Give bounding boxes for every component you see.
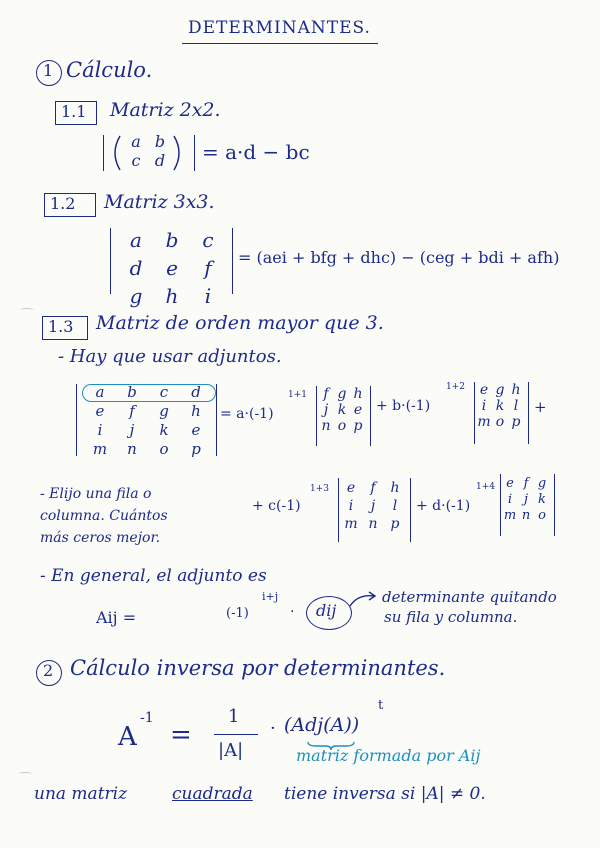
term3-prefix: + c(-1) bbox=[252, 498, 301, 514]
section-2-number: 2 bbox=[43, 661, 54, 680]
section-1-1-number: 1.1 bbox=[61, 102, 87, 121]
section-1-1-title: Matriz 2x2. bbox=[110, 99, 221, 121]
adjugate-exponent: t bbox=[378, 698, 384, 713]
minor2-cell: h bbox=[511, 382, 521, 398]
term1-exponent: 1+1 bbox=[288, 390, 307, 400]
minor2-cell: i bbox=[481, 398, 487, 414]
footer-part-2: tiene inversa si |A| ≠ 0. bbox=[284, 784, 486, 804]
page-margin-mark bbox=[18, 772, 32, 776]
term3-exponent: 1+3 bbox=[310, 484, 329, 494]
minor1-cell: k bbox=[337, 402, 347, 418]
minor1-cell: e bbox=[353, 402, 363, 418]
m4-cell: d bbox=[191, 383, 201, 401]
inverse-lhs-exponent: -1 bbox=[140, 710, 154, 726]
minor2-cell: k bbox=[495, 398, 505, 414]
inverse-numerator: 1 bbox=[228, 706, 240, 727]
formula-3x3-result: = (aei + bfg + dhc) − (ceg + bdi + afh) bbox=[238, 248, 560, 267]
minor-4 bbox=[502, 476, 550, 523]
m4-cell: f bbox=[129, 402, 135, 420]
minor3-cell: j bbox=[370, 498, 376, 514]
dij-label: dij bbox=[316, 601, 337, 620]
dij-description-2: su fila y columna. bbox=[384, 608, 518, 626]
m4-cell: h bbox=[191, 402, 201, 420]
det4-bar-left bbox=[76, 384, 77, 456]
inverse-dot: · bbox=[270, 718, 276, 739]
det3-bar-right bbox=[232, 228, 233, 294]
adjunto-factor: (-1) bbox=[226, 606, 249, 621]
minor2-bar-right bbox=[528, 382, 529, 444]
m4-cell: e bbox=[191, 421, 201, 439]
minor-3 bbox=[340, 480, 406, 532]
minor4-cell: m bbox=[503, 508, 517, 523]
minor1-cell: j bbox=[323, 402, 329, 418]
m2-cell: d bbox=[154, 151, 166, 170]
inverse-lhs: A bbox=[118, 722, 137, 752]
minor4-cell: g bbox=[537, 476, 547, 491]
term2-prefix: + b·(-1) bbox=[376, 398, 431, 414]
det4-bar-right bbox=[216, 384, 217, 456]
minor2-cell: o bbox=[495, 414, 505, 430]
adjugate-annotation: matriz formada por Aij bbox=[296, 746, 481, 765]
fraction-bar bbox=[214, 734, 258, 735]
minor1-cell: g bbox=[337, 386, 347, 402]
minor1-cell: h bbox=[353, 386, 363, 402]
minor3-bar-left bbox=[338, 478, 339, 542]
det-bar-left bbox=[103, 135, 104, 171]
minor2-cell: m bbox=[477, 414, 491, 430]
formula-2x2-result: = a·d − bc bbox=[202, 140, 310, 164]
minor3-cell: h bbox=[390, 480, 400, 496]
footer-underlined-word: cuadrada bbox=[172, 784, 253, 804]
term2-exponent: 1+2 bbox=[446, 382, 465, 392]
footer-part-1: una matriz bbox=[34, 784, 128, 804]
m3-cell: a bbox=[130, 228, 142, 252]
minor-1 bbox=[318, 386, 366, 434]
adjuntos-bullet: - Hay que usar adjuntos. bbox=[58, 346, 282, 367]
minor3-cell: f bbox=[370, 480, 376, 496]
note-line-2: columna. Cuántos bbox=[40, 508, 168, 524]
minor1-cell: p bbox=[353, 418, 363, 434]
minor1-bar-right bbox=[370, 386, 371, 446]
term4-prefix: + d·(-1) bbox=[416, 498, 471, 514]
matrix-3x3 bbox=[118, 228, 226, 308]
m4-cell: b bbox=[127, 383, 137, 401]
m3-cell: g bbox=[129, 284, 143, 308]
det-bar-right bbox=[194, 135, 195, 171]
m4-cell: m bbox=[92, 440, 108, 458]
minor3-cell: e bbox=[346, 480, 356, 496]
minor3-cell: l bbox=[392, 498, 398, 514]
section-1-2-title: Matriz 3x3. bbox=[104, 191, 215, 213]
minor4-cell: j bbox=[523, 492, 529, 507]
m4-cell: o bbox=[159, 440, 169, 458]
minor4-cell: k bbox=[538, 492, 546, 507]
m4-cell: a bbox=[95, 383, 105, 401]
minor1-bar-left bbox=[316, 386, 317, 446]
det3-bar-left bbox=[110, 228, 111, 294]
minor3-cell: n bbox=[368, 516, 378, 532]
section-1-2-number: 1.2 bbox=[50, 194, 76, 213]
section-2-title: Cálculo inversa por determinantes. bbox=[70, 656, 446, 680]
minor4-cell: o bbox=[538, 508, 546, 523]
minor3-bar-right bbox=[410, 478, 411, 542]
minor2-bar-left bbox=[474, 382, 475, 444]
minor3-cell: p bbox=[390, 516, 400, 532]
minor4-bar-right bbox=[554, 474, 555, 536]
m3-cell: f bbox=[204, 256, 212, 280]
adjunto-exponent: i+j bbox=[262, 590, 279, 603]
m4-cell: j bbox=[129, 421, 135, 439]
m3-cell: c bbox=[202, 228, 214, 252]
minor1-cell: n bbox=[321, 418, 331, 434]
m4-cell: p bbox=[191, 440, 201, 458]
adjunto-lhs: Aij = bbox=[96, 608, 137, 627]
minor3-cell: i bbox=[348, 498, 354, 514]
note-line-3: más ceros mejor. bbox=[40, 530, 161, 546]
section-1-3-number: 1.3 bbox=[48, 317, 74, 336]
section-1-number: 1 bbox=[43, 61, 54, 80]
note-line-1: - Elijo una fila o bbox=[40, 486, 152, 502]
general-intro: - En general, el adjunto es bbox=[40, 566, 267, 586]
page-title: DETERMINANTES. bbox=[188, 18, 371, 38]
m2-cell: a bbox=[131, 132, 141, 151]
minor4-cell: i bbox=[507, 492, 513, 507]
minor2-cell: e bbox=[479, 382, 489, 398]
adjugate-term: (Adj(A)) bbox=[284, 714, 360, 736]
arrow-right-icon bbox=[348, 590, 380, 610]
m3-cell: d bbox=[129, 256, 143, 280]
m2-cell: c bbox=[131, 151, 141, 170]
inverse-denominator: |A| bbox=[218, 740, 244, 761]
minor1-cell: o bbox=[337, 418, 347, 434]
m3-cell: b bbox=[165, 228, 179, 252]
page-margin-mark bbox=[20, 308, 34, 312]
minor2-cell: p bbox=[511, 414, 521, 430]
m2-cell: b bbox=[154, 132, 166, 151]
m3-cell: e bbox=[166, 256, 178, 280]
term4-exponent: 1+4 bbox=[476, 482, 495, 492]
dij-description-1: determinante quitando bbox=[382, 588, 557, 606]
inverse-equals: = bbox=[170, 720, 192, 750]
m4-cell: n bbox=[127, 440, 137, 458]
minor4-cell: e bbox=[506, 476, 514, 491]
minor3-cell: m bbox=[344, 516, 358, 532]
m4-cell: e bbox=[95, 402, 105, 420]
minor1-cell: f bbox=[323, 386, 329, 402]
term2-plus: + bbox=[534, 398, 547, 416]
m4-cell: g bbox=[159, 402, 169, 420]
minor4-cell: n bbox=[521, 508, 531, 523]
m4-cell: c bbox=[159, 383, 169, 401]
section-1-3-title: Matriz de orden mayor que 3. bbox=[96, 312, 384, 334]
m4-cell: i bbox=[97, 421, 103, 439]
minor2-cell: g bbox=[495, 382, 505, 398]
minor4-cell: f bbox=[523, 476, 529, 491]
term1-prefix: = a·(-1) bbox=[220, 406, 274, 422]
section-1-title: Cálculo. bbox=[66, 58, 153, 82]
matrix-4x4 bbox=[84, 383, 212, 458]
m3-cell: h bbox=[165, 284, 179, 308]
minor4-bar-left bbox=[500, 474, 501, 536]
minor-2 bbox=[476, 382, 524, 430]
title-underline bbox=[182, 43, 378, 44]
adjunto-dot: · bbox=[290, 604, 295, 620]
m3-cell: i bbox=[204, 284, 212, 308]
minor2-cell: l bbox=[513, 398, 519, 414]
matrix-2x2 bbox=[124, 132, 172, 170]
m4-cell: k bbox=[159, 421, 169, 439]
